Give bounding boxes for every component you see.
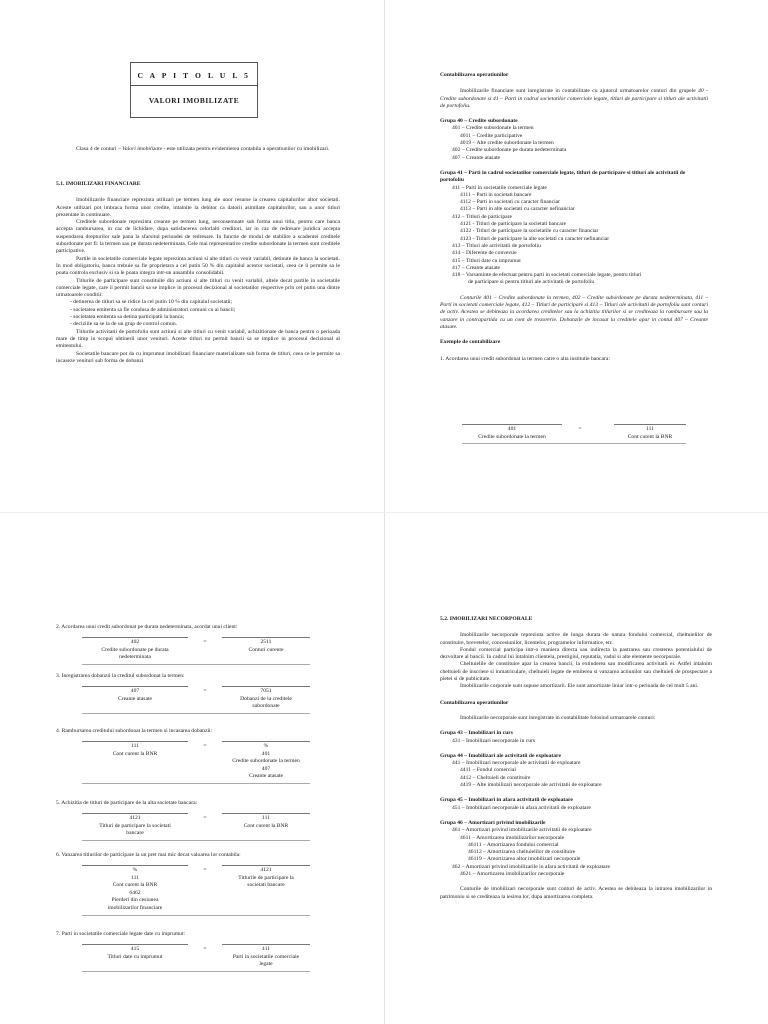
account-item: 46112 – Amortizarea cheltuielilor de constituire <box>468 849 576 856</box>
credit-account-number: 111 <box>646 426 654 432</box>
example-label: 2. Acordarea unui credit subordonat pe durata nedeterminata, acordat unui client: <box>56 624 238 630</box>
paragraph: Partile in societatile comerciale legate reprezinta actiuni si alte titluri cu venit variabil, detinute de banca la societati. In mod obligatoriu, banca trebuie sa fie proprietara a cel putin 50 % din capitalul acestor societati, ceea ce ii permite sa le poata controla exclusiv si sa le poata integra intr-un ansamblu consolidabil. <box>56 255 340 277</box>
group-title: Grupa 45 – Imobilizari in afara activitatii de exploatare <box>440 797 573 804</box>
accounting-entry <box>82 741 312 785</box>
list-item: - deciziile sa se ia de un grup de control comun. <box>70 321 178 328</box>
credit-line: societati bancare <box>247 882 285 889</box>
entry-rule <box>222 637 310 638</box>
debit-line: Cont curent la BNR <box>112 750 158 757</box>
entry-rule <box>222 813 310 814</box>
debit-line: 111 <box>131 743 139 749</box>
debit-line: 4121 <box>129 815 141 821</box>
account-item: 4419 – Alte imobilizari necorporale ale activitatii de exploatare <box>460 782 602 789</box>
credit-line: % <box>263 743 269 749</box>
examples-heading: Exemple de contabilizare <box>440 339 501 346</box>
credit-line: Conturi curente <box>248 646 284 653</box>
operations-section <box>440 72 708 363</box>
credit-line: 111 <box>262 815 270 821</box>
debit-line: 402 <box>130 639 140 645</box>
equals-sign: = <box>203 867 207 873</box>
accounting-entry <box>82 813 312 842</box>
debit-line: Pierderi din cesiunea <box>111 897 159 904</box>
account-item: 431 – Imobilizari necorporale in curs <box>452 737 536 744</box>
page-divider <box>0 512 768 513</box>
credit-line: legate <box>259 961 273 968</box>
paragraph: Titlurile activitatii de portofoliu sunt actiuni si alte titluri cu venit variabil, achizitionate de banca pentru o perioada mare de timp in scopul obtinerii unor venituri. Aceste titluri nu permit bancii sa se implice in procesul decizional al emitentului. <box>56 328 340 350</box>
section-5-2-heading: 5.2. IMOBILIZARI NECORPORALE <box>440 616 533 622</box>
account-item: 4123 - Titluri de participare la alte societati cu caracter nefinanciar <box>460 235 610 242</box>
intro-paragraph: Clasa 4 de conturi – Valori imobilizate - este utilizata pentru evidentierea contabila a operatiunilor cu imobilizari. <box>76 146 330 152</box>
debit-line: Titluri de participare la societati <box>99 822 171 829</box>
entry-rule <box>82 813 188 814</box>
credit-line: subordonate <box>252 703 280 710</box>
example-label: 6. Vanzarea titlurilor de participare la un pret mai mic decat valoarea lor contabila: <box>56 852 241 858</box>
account-item: 412 – Titluri de participare <box>452 213 512 220</box>
entry-rule <box>82 741 188 742</box>
equals-sign: = <box>203 946 207 952</box>
equals-sign: = <box>203 743 207 749</box>
operations-heading: Contabilizarea operatiunilor <box>440 72 509 78</box>
example-label: 4. Rambursarea creditului subordonat la termen si incasarea dobanzii: <box>56 728 213 734</box>
credit-line: 7051 <box>260 688 272 694</box>
equals-sign: = <box>203 639 207 645</box>
example-label: 3. Inregistrarea dobanzii la creditul subordonat la termen: <box>56 673 185 679</box>
debit-account-label: Credite subordonate la termen <box>478 434 546 440</box>
account-item: 4411 – Fondul comercial <box>460 767 516 774</box>
accounting-entry <box>82 637 312 666</box>
accounting-entry <box>82 865 312 917</box>
list-item: - societatea emitenta sa fie condusa de administratori comuni cu ai bancii; <box>70 306 236 313</box>
paragraph: Societatile bancare pot da cu imprumut imobilizari financiare materializate sub forma de titluri, ceea ce le permite sa incaseze venituri sub forma de dobanzi <box>56 350 340 364</box>
list-item: - detinerea de titluri sa se ridice la cel putin 10 % din capitalul societatii; <box>70 299 233 306</box>
credit-line: Titlurile de participare la <box>238 874 294 881</box>
account-item: 441 – Imobilizari necorporale ale activitatii de exploatare <box>452 760 581 767</box>
entry-rule <box>614 424 686 425</box>
debit-line: Titluri date cu imprumut <box>107 953 163 960</box>
debit-account-number: 401 <box>507 426 517 432</box>
equals-sign: = <box>203 688 207 694</box>
equals-sign: = <box>203 815 207 821</box>
debit-line: 407 <box>130 688 140 694</box>
paragraph: Imobilizarile necorporale sunt inregistrate in contabilitate folosind urmatoarele conturi: <box>460 714 656 721</box>
entry-rule <box>82 840 310 841</box>
debit-line: 415 <box>130 946 140 952</box>
account-item: 401 – Credite subordonate la termen <box>452 125 534 132</box>
debit-line: imobilizarilor financiare <box>107 905 163 911</box>
entry-rule <box>82 686 188 687</box>
debit-line: 6462 <box>129 889 141 896</box>
account-item: 407 – Creante atasate <box>452 154 500 161</box>
entry-rule <box>222 686 310 687</box>
example-label: 5. Achizitia de titluri de participare de la alta societate bancara: <box>56 800 198 806</box>
entry-rule <box>82 783 310 784</box>
group-title: Grupa 44 – Imobilizari ale activitatii de exploatare <box>440 752 561 759</box>
example-1-entry <box>440 424 708 450</box>
list-item: - societatea emitenta sa detina participatii la banca; <box>70 314 185 321</box>
account-item: 417 – Creante atasate <box>452 264 500 271</box>
entry-rule <box>222 865 310 866</box>
entry-rule <box>82 637 188 638</box>
entry-rule <box>82 971 310 972</box>
entry-rule <box>462 424 562 425</box>
chapter-title-box <box>130 62 258 118</box>
paragraph: Imobilizarile financiare sunt inregistrate in contabilitate cu ajutorul urmatoarelor conturi din grupele 40 - Credite subordonate si 41 – Parti in cadrul societatilor comerciale legate, titluri de participare si titluri ale activitatii de portofoliu. <box>440 88 709 109</box>
paragraph: Creditele subordonate reprezinta creante pe termen lung, neconsemnate sub forma unui titlu, pentru care banca accepta rambursarea, in caz de lichidare, dupa satisfacerea celorlalti creditori, iar in caz de redresare juridica accepta suspendarea drepturilor sale pana la sfarsitul perioadei de redresare. In functie de modul de stabilire a scadentei creditele subordonate pot fi: la termen sau pe durata nedeterminata. Cele mai reprezentative credite subordonate la termen sunt creditele participative. <box>56 219 340 255</box>
account-item: 4611 – Amortizarea imobilizarilor necorporale <box>460 834 565 841</box>
account-item: 461 – Amortizari privind imobilizarile activitatii de exploatare <box>452 827 592 834</box>
credit-line: 407 <box>261 765 271 772</box>
credit-line: 401 <box>261 750 271 757</box>
groups-43-46 <box>440 722 712 878</box>
entry-rule <box>222 944 310 945</box>
entry-rule <box>82 713 310 714</box>
paragraph: Titlurile de participare sunt constituite din actiuni si alte titluri cu venit variabil, altele decat partile in societatile comerciale legate, care ii permit bancii sa se implice in procesul decizional al societatilor respective prin cel putin una dintre urmatoarele conditii: <box>56 277 340 299</box>
paragraph: Conturile 401 – Credite subordonate la termen, 402 – Credite subordonate pe durata nedeterminata, 411 – Parti in societati comerciale legate, 412 – Titluri de participare si 413 – Titluri ale activitatii de portofoliu sunt conturi de activ. Acestea se debiteaza la acordarea creditelor sau la achizitia titlurilor si se crediteaza la rambursare sau la vanzare in contrapartida cu un cont de trezorerie. Dobanzile de incasat la creditele apar in contul 407 – Creante atasate. <box>440 294 708 330</box>
group-40-title: Grupa 40 – Credite subordonate <box>440 118 518 125</box>
account-item: de participare si pentru titluri ale activitatii de portofoliu <box>468 279 595 286</box>
account-item: 415 – Titluri date cu imprumut <box>452 257 521 264</box>
account-item: 4113 – Parti in alte societati cu caracter nefinanciar <box>460 206 575 213</box>
accounting-entry <box>82 686 312 715</box>
paragraph: Imobilizarile financiare reprezinta utilizari pe termen lung ale unor resurse la crearea capitalurilor altor societati. Aceste utilizari pot imbraca forma unor credite, intalnite la debitor ca datorii asimilate capitalurilor, sau a unor titluri prezentate in continuare. <box>56 197 340 218</box>
paragraph: Imobilizarile necorporale reprezinta active de lunga durata de natura fondului comercial, cheltuielilor de constituire, brevetelor, concesiunilor, licentelor, programelor informatice, etc. <box>440 632 712 646</box>
account-item: 418 – Varsaminte de efectuat pentru parti in societati comerciale legate, pentru titluri <box>452 272 642 279</box>
credit-line: Creante atasate <box>248 773 283 780</box>
example-1-label: 1. Acordarea unui credit subordonat la termen catre o alta institutie bancara: <box>440 355 610 362</box>
group-41-list <box>440 185 708 287</box>
debit-line: nedeterminata <box>119 654 151 661</box>
credit-line: Credite subordonate la termen <box>232 758 300 765</box>
section-5-1 <box>56 181 340 365</box>
account-item: 462 – Amortizari privind imobilizarile in afara activitatii de exploatare <box>452 863 610 870</box>
credit-account-label: Cont curent la BNR <box>627 434 673 440</box>
entry-rule <box>82 944 188 945</box>
account-item: 46119 – Amortizarea altor imobilizari necorporale <box>468 856 581 863</box>
chapter-title-separator <box>131 85 257 86</box>
group-40-list <box>440 125 708 161</box>
account-item: 4621 – Amortizarea imobilizarilor necorporale <box>460 871 565 878</box>
entry-rule <box>82 865 188 866</box>
debit-line: Credite subordonate pe durata <box>101 646 169 653</box>
account-item: 451 – Imobilizari necorporale in afara activitatii de exploatare <box>452 804 591 811</box>
section-5-2 <box>440 616 712 901</box>
credit-line: 4121 <box>260 867 272 873</box>
account-item: 413 – Titluri ale activitatii de portofoliu <box>452 242 541 249</box>
group-title: Grupa 46 – Amortizari privind imobilizarile <box>440 819 546 826</box>
account-item: 46111 – Amortizarea fondului comercial <box>468 841 559 848</box>
entry-rule <box>462 443 686 444</box>
debit-line: 111 <box>131 874 139 881</box>
account-item: 414 – Diferente de conversie <box>452 250 517 257</box>
chapter-subtitle: VALORI IMOBILIZATE <box>148 96 240 105</box>
account-item: 4011 – Credite participative <box>460 132 523 139</box>
account-item: 411 – Parti in societatile comerciale legate <box>452 184 547 191</box>
operations-heading-2: Contabilizarea operatiunilor <box>440 699 509 706</box>
paragraph: Imobilizarile corporale sunt supuse amortizarii. Ele sunt amortizate liniar intr-o perioada de cel mult 5 ani. <box>460 683 699 690</box>
credit-line: 411 <box>261 946 271 952</box>
group-title: Grupa 43 – Imobilizari in curs <box>440 730 513 737</box>
credit-line: Cont curent la BNR <box>243 822 289 829</box>
credit-line: Dobanzi de la creditele <box>240 695 292 702</box>
entry-rule <box>82 915 310 916</box>
paragraph: Fondul comercial participa intr-o maniera directa sau indirecta la pastrarea sau cresterea potentialului de dezvoltare al bancii. In cadrul lui intalnim clientela, prestigiul, reputatia, vadul si alte elemente necorporale. <box>440 646 712 661</box>
account-item: 4121 - Titluri de participare la societati bancare <box>460 221 567 228</box>
equals-sign: = <box>578 426 582 432</box>
debit-line: Cont curent la BNR <box>112 882 158 889</box>
account-item: 4412 – Cheltuieli de constituire <box>460 774 531 781</box>
group-41-title: Grupa 41 – Parti in cadrul societatilor comerciale legate, titluri de participare si titluri ale activitatii de portofoliu <box>440 169 686 184</box>
chapter-title: C A P I T O L U L 5 <box>137 71 251 80</box>
account-item: 4112 – Parti in societati cu caracter financiar <box>460 199 560 206</box>
paragraph: Conturile de imobilizari necorporale sunt conturi de activ. Acestea se debiteaza la intrarea imobilizarilor in patrimoniu si se crediteaza la iesirea lor, dupa amortizarea completa. <box>440 886 712 900</box>
account-item: 4122 - Titluri de participare la societatile cu caracter financiar <box>460 228 599 235</box>
debit-line: Creante atasate <box>117 695 152 702</box>
paragraph: Cheltuielile de constituire apar la crearea bancii, la extinderea sau modificarea activitatii ei. Astfel intalnim cheltuieli de inscriere si inmatriculare, cheltuieli legate de emiterea si vanzarea actiunilor sau cheltuieli de prospectare a pietei si de publicitate. <box>440 661 712 683</box>
section-5-1-heading: 5.1. IMOBILIZARI FINANCIARE <box>56 181 141 187</box>
accounting-entry <box>82 944 312 973</box>
entry-rule <box>222 741 310 742</box>
debit-line: % <box>132 867 138 873</box>
credit-line: 2511 <box>260 639 272 645</box>
account-item: 4019 – Alte credite subordonate la termen <box>460 140 554 147</box>
account-item: 4111 – Parti in societati bancare <box>460 191 532 198</box>
entry-rule <box>82 664 310 665</box>
example-label: 7. Parti in societatile comerciale legate date cu imprumut: <box>56 931 186 937</box>
account-item: 402 – Credite subordonate pe durata nedeterminata <box>452 147 567 154</box>
debit-line: bancare <box>126 830 144 837</box>
credit-line: Parti in societatile comerciale <box>232 953 300 960</box>
